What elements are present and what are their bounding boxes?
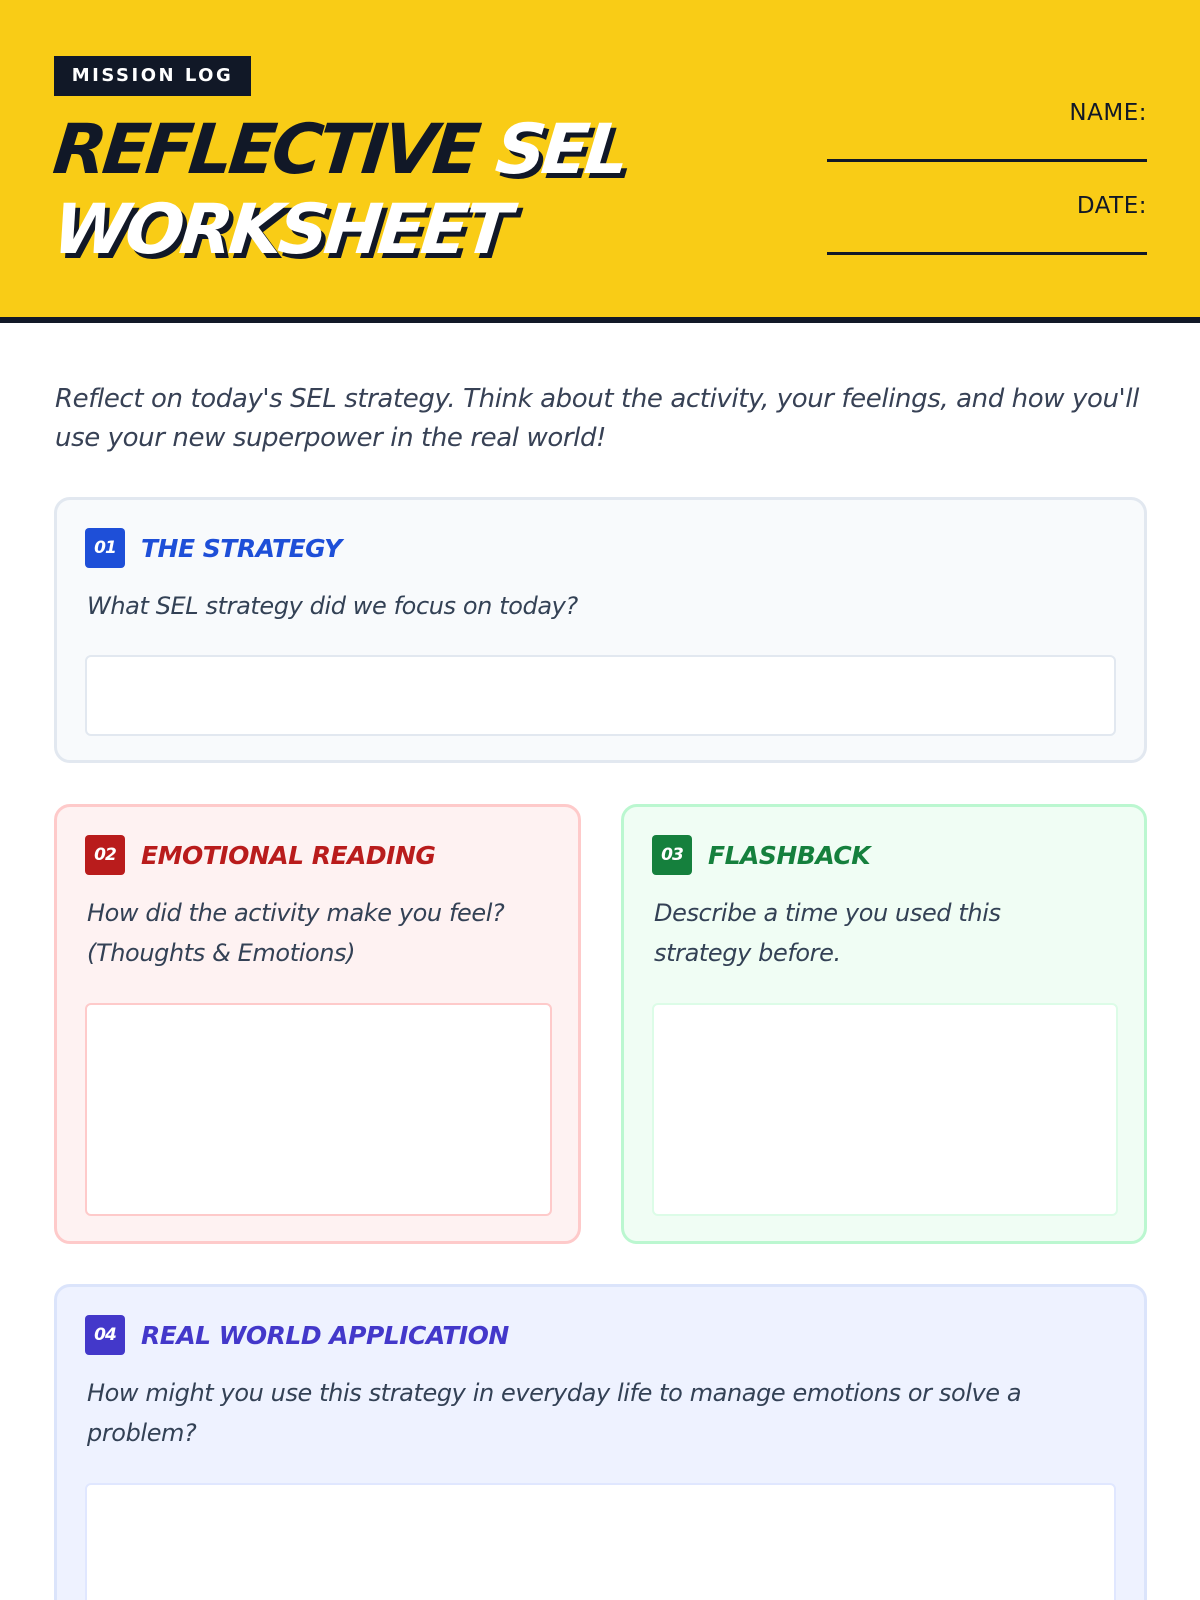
name-label: NAME:	[1069, 100, 1147, 126]
section-number-badge: 03	[652, 835, 692, 875]
section-strategy	[54, 497, 1147, 763]
section-number-badge: 02	[85, 835, 125, 875]
emotional-reading-answer-box[interactable]	[85, 1003, 552, 1216]
section-title: THE STRATEGY	[141, 533, 342, 563]
title-line-1	[50, 110, 630, 190]
title-worksheet: WORKSHEET	[49, 190, 512, 270]
flashback-answer-box[interactable]	[652, 1003, 1118, 1216]
intro-text: Reflect on today's SEL strategy. Think about the activity, your feelings, and how you'll use your new superpower in the real world!	[55, 384, 1139, 453]
name-field[interactable]	[827, 159, 1147, 162]
date-label: DATE:	[1076, 193, 1147, 219]
section-number-badge: 01	[85, 528, 125, 568]
section-number-badge: 04	[85, 1315, 125, 1355]
section-real-world-application	[54, 1284, 1147, 1600]
header-banner	[0, 0, 1200, 323]
section-header	[85, 835, 435, 875]
section-question: How did the activity make you feel? (Thoughts & Emotions)	[87, 899, 505, 967]
section-question: How might you use this strategy in everyday life to manage emotions or solve a problem?	[87, 1379, 1022, 1447]
page-title	[41, 110, 629, 270]
mission-log-badge: MISSION LOG	[54, 56, 251, 96]
section-question: Describe a time you used this strategy before.	[654, 899, 1001, 967]
section-title: EMOTIONAL READING	[141, 840, 436, 870]
section-question: What SEL strategy did we focus on today?	[87, 592, 578, 620]
section-header	[652, 835, 870, 875]
section-emotional-reading	[54, 804, 581, 1244]
real-world-answer-box[interactable]	[85, 1483, 1116, 1600]
title-reflective: REFLECTIVE	[49, 110, 501, 190]
section-header	[85, 1315, 509, 1355]
section-title: REAL WORLD APPLICATION	[141, 1320, 509, 1350]
strategy-answer-box[interactable]	[85, 655, 1116, 736]
date-field[interactable]	[827, 252, 1147, 255]
section-flashback	[621, 804, 1147, 1244]
section-title: FLASHBACK	[708, 840, 871, 870]
title-sel: SEL	[492, 110, 630, 190]
section-header	[85, 528, 342, 568]
